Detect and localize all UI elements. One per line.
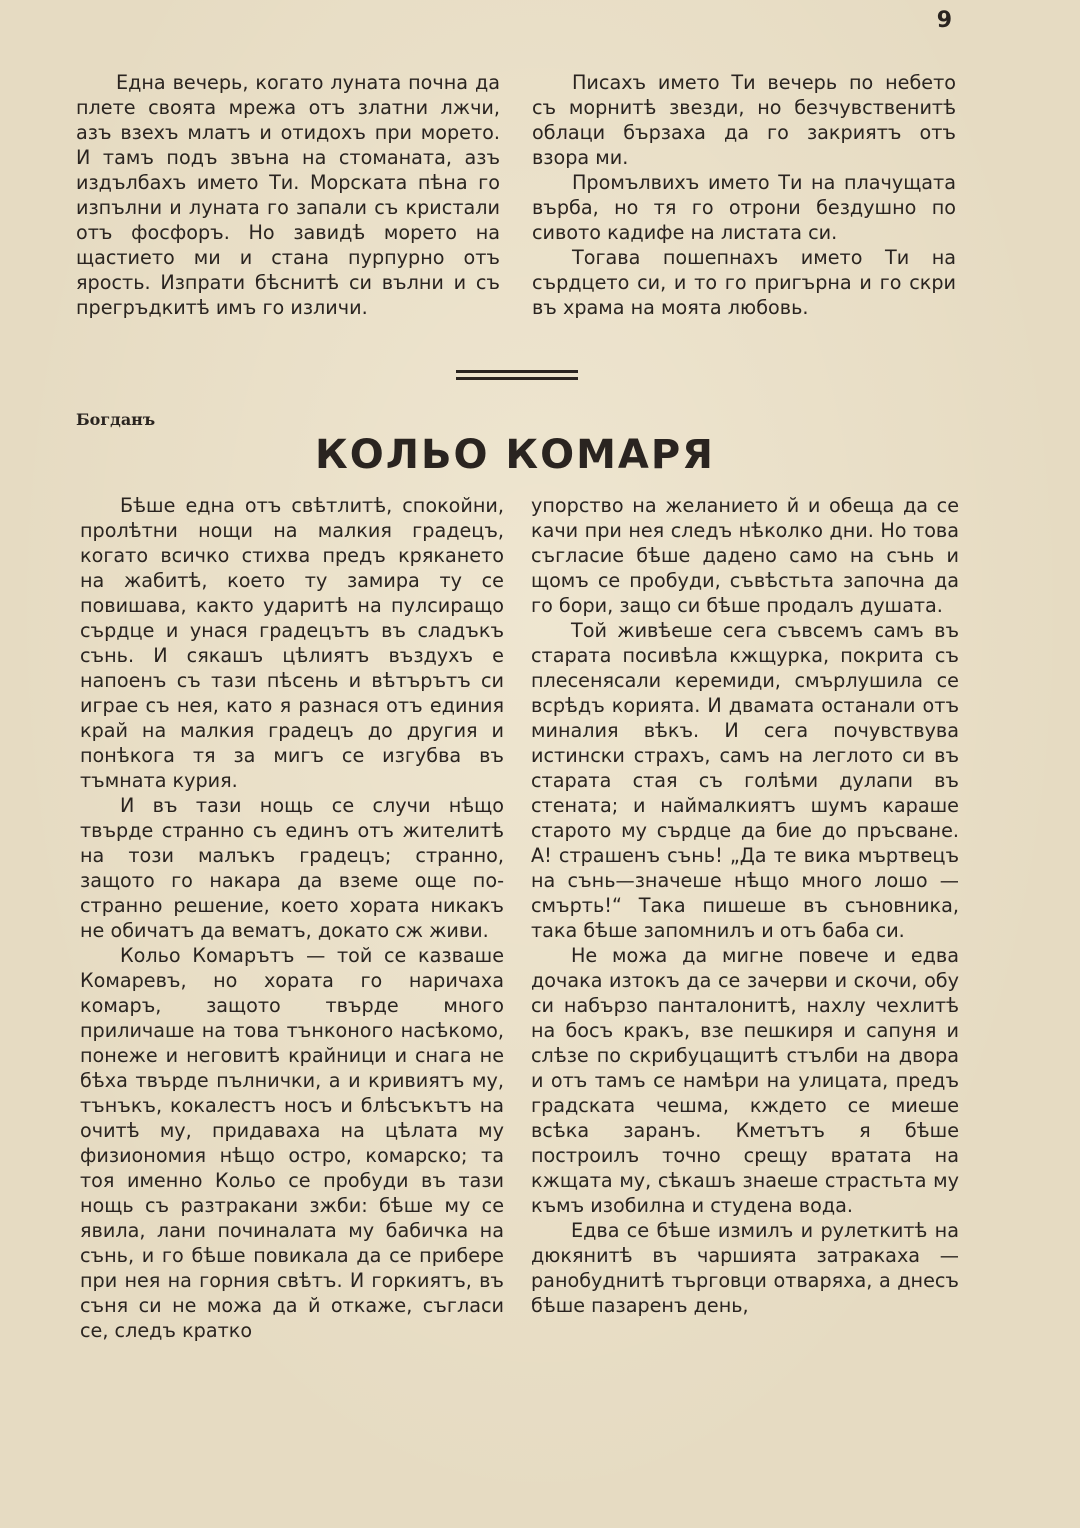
paragraph: Една вечерь, когато луната почна да плете своята мрежа отъ златни лжчи, азъ взехъ млатъ и отидохъ при морето. И тамъ подъ звъна на стоманата, азъ издълбахъ името Ти. Морската пѣна го изпълни и луната го запали съ кристали отъ фосфоръ. Но завидѣ морето на щастието ми и стана пурпурно отъ ярость. Изпрати бѣснитѣ си вълни и съ прегръдкитѣ имъ го изличи.: [76, 71, 500, 319]
paragraph-continued: упорство на желанието й и обеща да се качи при нея следъ нѣколко дни. Но това съгласие бѣше дадено само на сънь и щомъ се пробуди, съвѣстьта започна да го бори, защо си бѣше продалъ душата.: [531, 494, 959, 617]
paragraph: Бѣше една отъ свѣтлитѣ, спокойни, пролѣтни нощи на малкия градецъ, когато всичко стихва предъ крякането на жабитѣ, което ту замира ту се повишава, както ударитѣ на пулсиращо сърдце и унася градецътъ въ сладъкъ сънь. И сякашъ цѣлиятъ въздухъ е напоенъ съ тази пѣсень и вѣтърътъ си играе съ нея, като я разнася отъ единия край на малкия градецъ до другия и понѣкога тя за мигъ се изгубва въ тъмната курия.: [80, 494, 504, 792]
prose-column-top-left: [76, 70, 500, 320]
paragraph: И въ тази нощь се случи нѣщо твърде странно съ единъ отъ жителитѣ на този малъкъ градецъ; странно, защото го накара да вземе още по-странно решение, което хората никакъ не обичатъ да вематъ, докато сж живи.: [80, 794, 504, 942]
paragraph: Той живѣеше сега съвсемъ самъ въ старата посивѣла кжщурка, покрита съ плесенясали керемиди, смърлушила се всрѣдъ корията. И двамата останали отъ миналия вѣкъ. И сега почувствува истински страхъ, самъ на леглото си въ старата стая съ голѣми дулапи въ стената; и наймалкиятъ шумъ караше старото му сърдце да бие до пръсване. А! страшенъ сънь! „Да те вика мъртвецъ на сънь—значеше нѣщо много лошо —смърть!“ Така пишеше въ съновника, така бѣше запомнилъ и отъ баба си.: [531, 619, 959, 942]
story-column-right: [531, 493, 959, 1318]
author-name: Богданъ: [76, 410, 156, 429]
paragraph: Тогава пошепнахъ името Ти на сърдцето си, и то го пригърна и го скри въ храма на моята любовь.: [532, 246, 956, 319]
story-title: КОЛЬО КОМАРЯ: [315, 432, 715, 478]
paragraph: Писахъ името Ти вечерь по небето съ морнитѣ звезди, но безчувственитѣ облаци бързаха да го закриятъ отъ взора ми.: [532, 71, 956, 169]
paragraph: Не можа да мигне повече и едва дочака изтокъ да се зачерви и скочи, обу си набързо панталонитѣ, нахлу чехлитѣ на босъ кракъ, взе пешкиря и сапуня и слѣзе по скрибуцащитѣ стълби на двора и отъ тамъ се намѣри на улицата, предъ градската чешма, кждето се миеше всѣка заранъ. Кметътъ я бѣше построилъ точно срещу вратата на кжщата му, сѣкашъ знаеше страстьта му къмъ изобилна и студена вода.: [531, 944, 959, 1217]
paragraph: Кольо Комарътъ — той се казваше Комаревъ, но хората го наричаха комаръ, защото твърде много приличаше на това тънконого насѣкомо, понеже и неговитѣ крайници и снага не бѣха твърде пълнички, а и кривиятъ му, тънъкъ, кокалестъ носъ и блѣсъкътъ на очитѣ му, придаваха на цѣлата му физиономия нѣщо остро, комарско; та тоя именно Кольо се пробуди въ тази нощь съ разтракани зжби: бѣше му се явила, лани починалата му бабичка на сънь, и го бѣше повикала да се прибере при нея на горния свѣтъ. И горкиятъ, въ съня си не можа да й откаже, съгласи се, следъ кратко: [80, 944, 504, 1342]
page-number: 9: [936, 8, 952, 33]
section-divider: [456, 370, 578, 380]
paragraph: Промълвихъ името Ти на плачущата върба, но тя го отрони бездушно по сивото кадифе на листата си.: [532, 171, 956, 244]
story-column-left: [80, 493, 504, 1343]
paragraph: Едва се бѣше измилъ и рулеткитѣ на дюкянитѣ въ чаршията затракаха — ранобуднитѣ търговци отваряха, а днесъ бѣше пазаренъ день,: [531, 1219, 959, 1317]
prose-column-top-right: [532, 70, 956, 320]
